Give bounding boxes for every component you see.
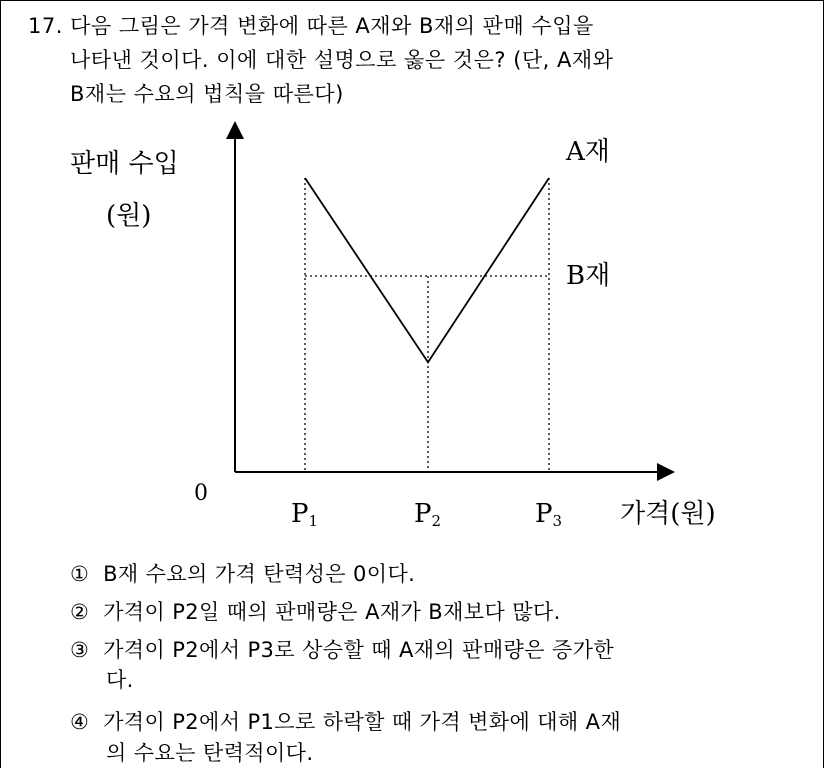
origin-label: 0 xyxy=(194,481,208,506)
x-axis-label: 가격(원) xyxy=(620,499,716,529)
x-tick-label-2: P2 xyxy=(414,499,442,530)
option-1[interactable] xyxy=(70,558,415,588)
option-3[interactable] xyxy=(70,634,614,664)
option-4-text: 가격이 P2에서 P1으로 하락할 때 가격 변화에 대해 A재 xyxy=(103,710,622,734)
question-number: 17. xyxy=(28,14,63,38)
y-axis-label: 판매 수입 xyxy=(70,149,179,179)
series-group xyxy=(305,178,549,362)
option-1-text: B재 수요의 가격 탄력성은 0이다. xyxy=(103,562,416,586)
option-2-text: 가격이 P2일 때의 판매량은 A재가 B재보다 많다. xyxy=(103,600,561,624)
series-labels xyxy=(565,137,610,291)
question-line-2: 나타낸 것이다. 이에 대한 설명으로 옳은 것은? (단, A재와 xyxy=(70,48,614,72)
question-text-1: 다음 그림은 가격 변화에 따른 A재와 B재의 판매 수입을 xyxy=(70,14,594,38)
option-3-text-cont: 다. xyxy=(106,668,134,692)
option-3-text: 가격이 P2에서 P3로 상승할 때 A재의 판매량은 증가한 xyxy=(103,638,615,662)
series-a-line xyxy=(305,178,549,362)
x-tick-label-1: P1 xyxy=(291,499,319,530)
option-1-marker: ① xyxy=(70,562,90,586)
x-tick-label-3: P3 xyxy=(535,499,563,530)
x-tick-group xyxy=(291,499,562,530)
option-4-marker: ④ xyxy=(70,710,90,734)
option-4-text-cont: 의 수요는 탄력적이다. xyxy=(106,741,314,765)
option-2[interactable] xyxy=(70,596,561,626)
option-2-marker: ② xyxy=(70,600,90,624)
question-line-3: B재는 수요의 법칙을 따른다) xyxy=(70,82,344,106)
series-b-label: B재 xyxy=(566,261,611,291)
series-a-label: A재 xyxy=(566,137,610,167)
y-axis-unit: (원) xyxy=(106,201,152,231)
option-3-marker: ③ xyxy=(70,638,90,662)
option-4[interactable] xyxy=(70,706,621,736)
guide-lines xyxy=(305,178,549,472)
